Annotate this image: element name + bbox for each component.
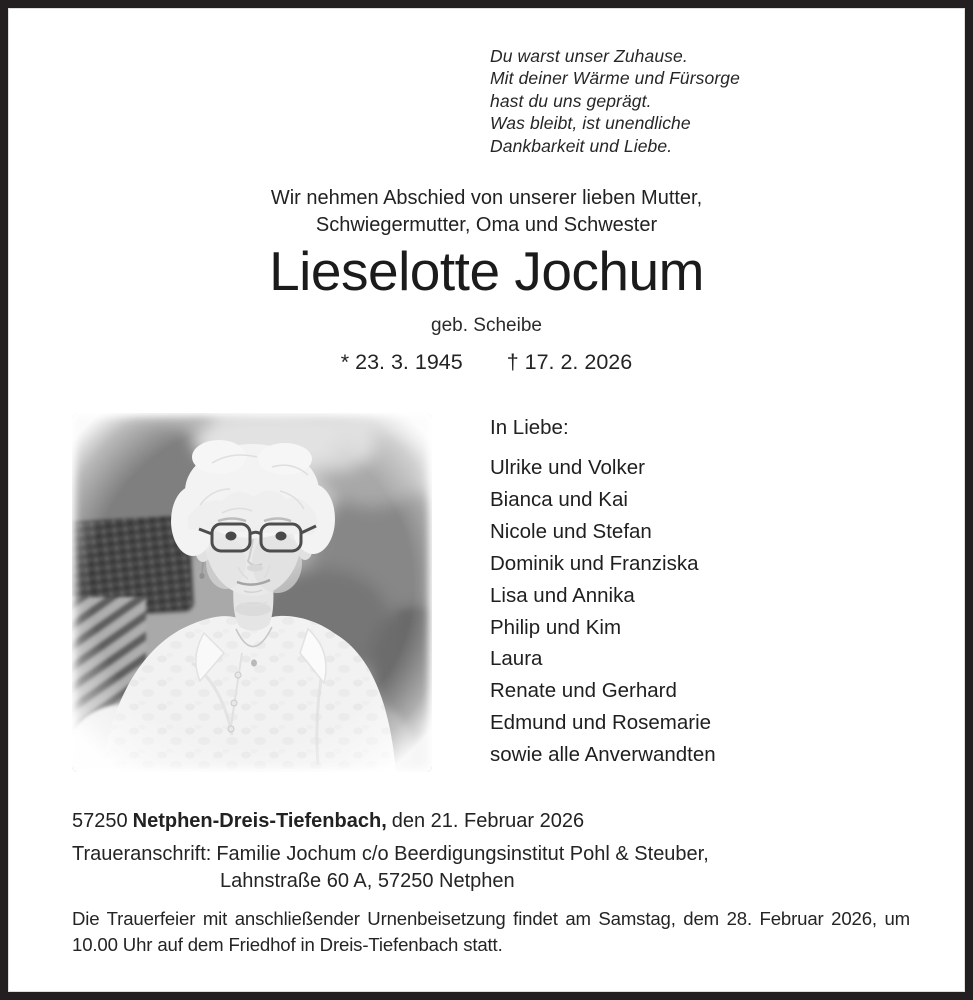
life-dates: [0, 350, 973, 375]
verse-line: Was bleibt, ist unendliche: [490, 113, 691, 134]
mourner-item: sowie alle Anverwandten: [490, 743, 716, 767]
mourner-item: Lisa und Annika: [490, 583, 635, 607]
maiden-name: geb. Scheibe: [431, 315, 542, 336]
birth-date: * 23. 3. 1945: [340, 350, 463, 374]
death-date: † 17. 2. 2026: [506, 350, 633, 374]
portrait-photo: [72, 413, 432, 772]
verse-line: Dankbarkeit und Liebe.: [490, 135, 673, 156]
mourning-address-line2: Lahnstraße 60 A, 57250 Netphen: [220, 870, 515, 892]
place-name: Netphen-Dreis-Tiefenbach,: [132, 810, 387, 832]
verse-line: hast du uns geprägt.: [490, 90, 652, 111]
mourner-item: Nicole und Stefan: [490, 519, 652, 543]
mourning-address-line1: [72, 843, 709, 866]
mourner-item: Dominik und Franziska: [490, 551, 699, 575]
mourners-list: [490, 452, 716, 771]
funeral-info: [72, 906, 910, 957]
mourner-item: Edmund und Rosemarie: [490, 711, 712, 735]
notice-date: den 21. Februar 2026: [391, 810, 585, 832]
funeral-info-line2: 10.00 Uhr auf dem Friedhof in Dreis-Tiefenbach statt.: [72, 933, 503, 955]
mourning-address-value: Familie Jochum c/o Beerdigungsinstitut Pohl & Steuber,: [216, 843, 709, 865]
memorial-verse: [490, 45, 740, 157]
closing-salutation: In Liebe:: [490, 416, 569, 439]
verse-line: Mit deiner Wärme und Fürsorge: [490, 68, 740, 89]
funeral-info-line1: Die Trauerfeier mit anschließender Urnenbeisetzung findet am Samstag, dem 28. Februar 2026, um: [72, 908, 910, 929]
postal-code: 57250: [72, 810, 128, 832]
mourner-item: Ulrike und Volker: [490, 456, 645, 479]
mourner-item: Bianca und Kai: [490, 487, 628, 511]
mourning-address-label: Traueranschrift:: [72, 843, 212, 865]
mourner-item: Renate und Gerhard: [490, 679, 677, 703]
intro-line: Wir nehmen Abschied von unserer lieben Mutter,: [270, 187, 703, 209]
verse-line: Du warst unser Zuhause.: [490, 46, 688, 66]
intro-line: Schwiegermutter, Oma und Schwester: [315, 213, 658, 236]
mourner-item: Philip und Kim: [490, 615, 622, 639]
deceased-name: Lieselotte Jochum: [269, 240, 704, 302]
place-date-line: [72, 810, 584, 833]
portrait-photo-graphic: [72, 413, 432, 772]
farewell-intro: [0, 185, 973, 238]
mourner-item: Laura: [490, 647, 543, 671]
